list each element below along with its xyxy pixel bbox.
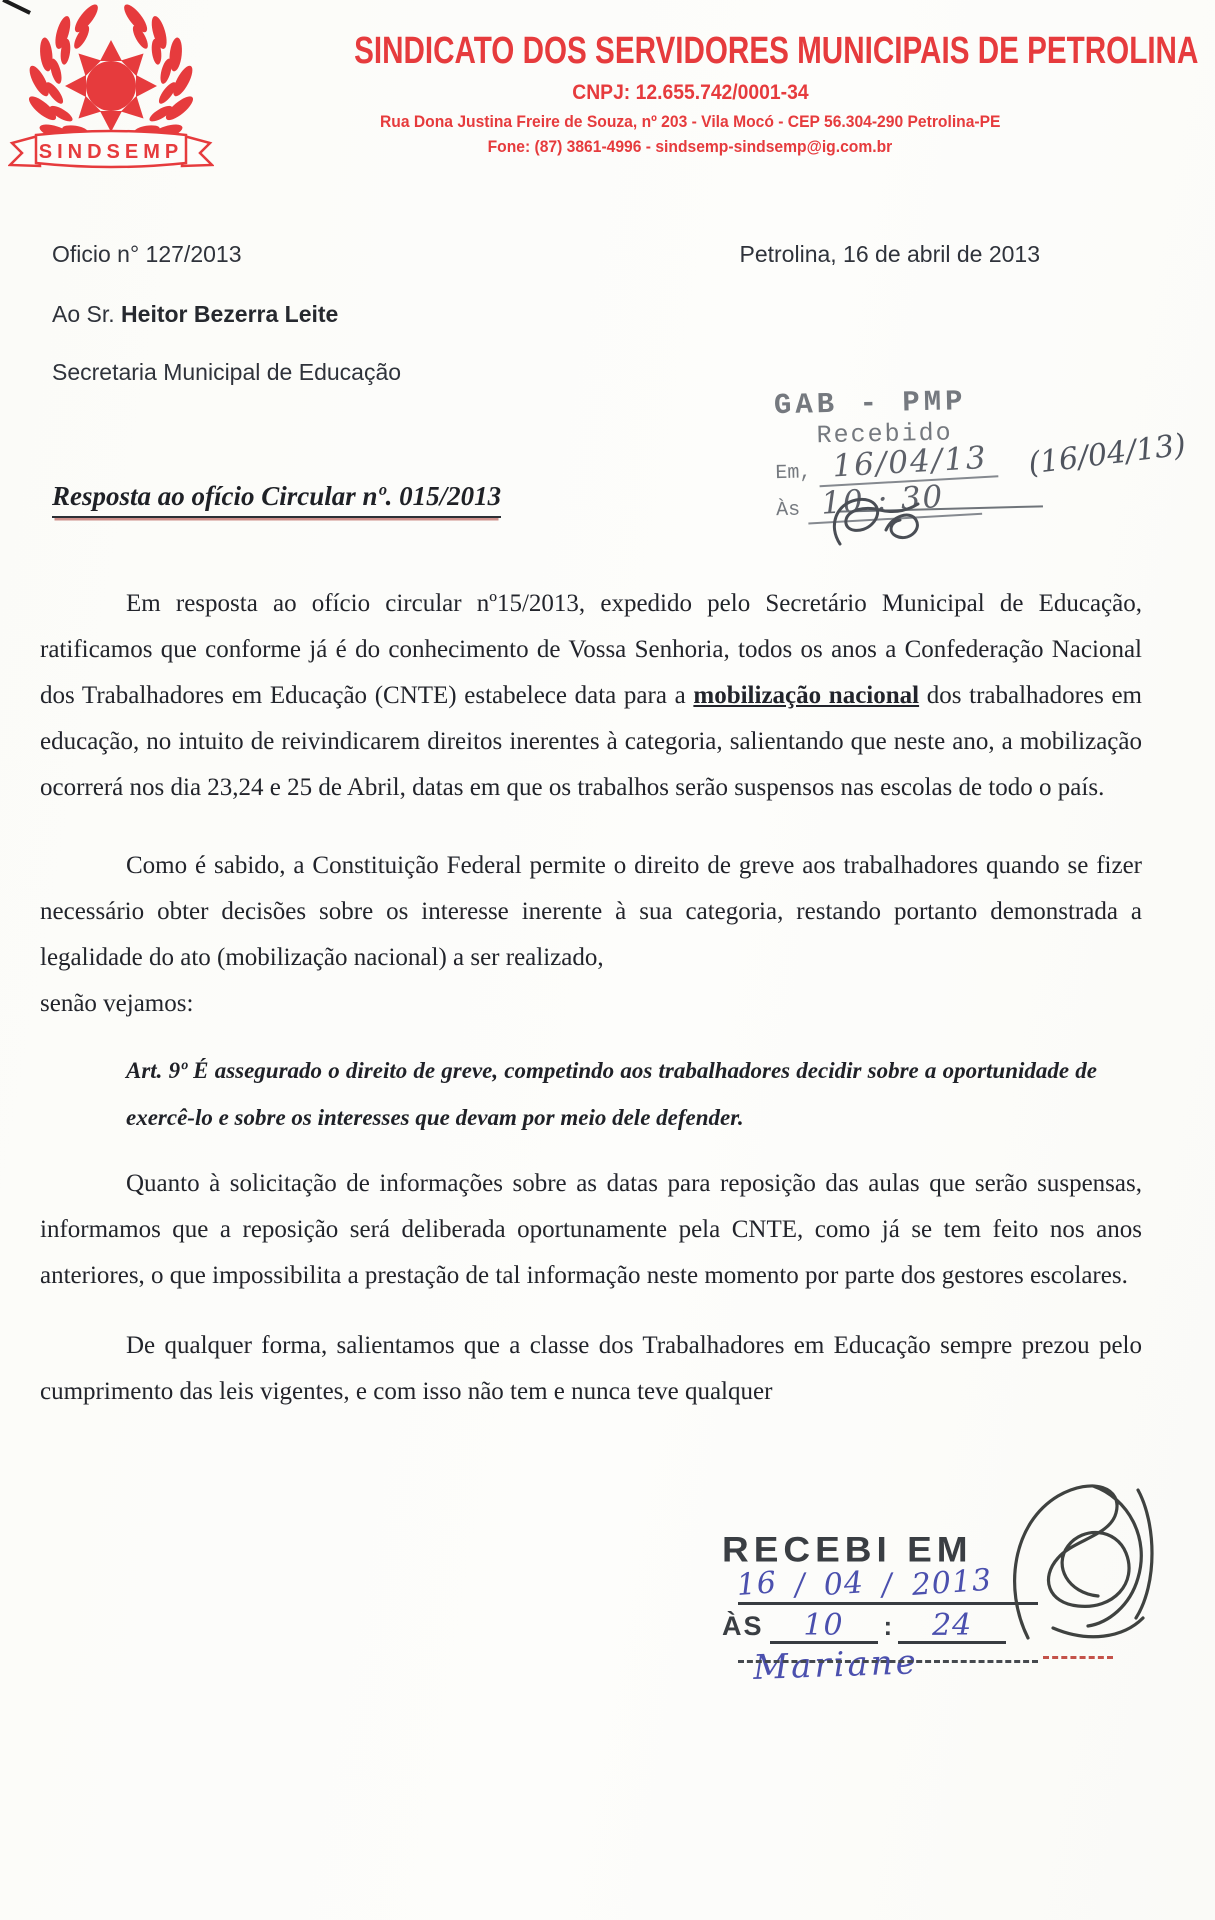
city-date: Petrolina, 16 de abril de 2013 <box>739 241 1040 267</box>
paragraph-3: Quanto à solicitação de informações sobre as datas para reposição das aulas que serão suspensas, informamos que a reposição será deliberada oportunamente pela CNTE, como já se tem feito nos anos anteriores, o que impossibilita a prestação de tal informação neste momento por parte dos gestores escolares. <box>40 1170 1142 1289</box>
stamp-received-line: Recebido <box>816 418 953 451</box>
recipient-line <box>52 301 338 328</box>
mobilizacao-nacional-emphasis: mobilização nacional <box>693 682 920 709</box>
date-month: 04 <box>822 1565 866 1603</box>
letterhead <box>235 30 1199 157</box>
stamp-as-label: Às <box>775 498 801 523</box>
time-hour: 10 <box>803 1608 844 1643</box>
address-line: Rua Dona Justina Freire de Souza, nº 203 - Vila Mocó - CEP 56.304-290 Petrolina-PE <box>379 112 1001 131</box>
stamp-signature-name: Mariane <box>752 1642 920 1688</box>
paragraph-4: De qualquer forma, salientamos que a classe dos Trabalhadores em Educação sempre prezou pelo cumprimento das leis vigentes, e com isso não tem e nunca teve qualquer <box>40 1332 1142 1405</box>
recebi-em-label: RECEBI EM <box>722 1530 973 1569</box>
recipient-org: Secretaria Municipal de Educação <box>52 359 402 385</box>
stamp-date-line <box>735 1562 1038 1605</box>
date-year: 2013 <box>910 1562 993 1603</box>
stamp-signature-scribble-icon <box>822 482 982 572</box>
subject-line: Resposta ao ofício Circular nº. 015/2013 <box>52 481 501 518</box>
stamp-em-label: Em, <box>775 461 812 486</box>
logo-banner-text: SINDSEMP <box>38 141 184 163</box>
stamp-office-line: GAB - PMP <box>773 385 967 423</box>
recipient-name: Heitor Bezerra Leite <box>121 301 339 327</box>
recipient-prefix: Ao Sr. <box>52 301 122 327</box>
time-colon: : <box>883 1611 893 1641</box>
paragraph-2: Como é sabido, a Constituição Federal permite o direito de greve aos trabalhadores quando se fizer necessário obter decisões sobre os interesse inerente à sua categoria, restando portanto demonstrada a legalidade do ato (mobilização nacional) a ser realizado, senão vejamos: <box>40 843 1142 1027</box>
stamp-date-value: 16/04/13 <box>818 442 999 487</box>
legal-quote: Art. 9º É assegurado o direito de greve, competindo aos trabalhadores decidir sobre a oportunidade de exercê-lo e sobre os interesses que devam por meio dele defender. <box>126 1058 1097 1130</box>
org-name: SINDICATO DOS SERVIDORES MUNICIPAIS DE PETROLINA <box>354 30 1199 72</box>
paragraph-1: Em resposta ao ofício circular nº15/2013, expedido pelo Secretário Municipal de Educação, ratificamos que conforme já é do conhecimento de Vossa Senhoria, todos os anos a Confederação Nacional dos Trabalhadores em Educação (CNTE) estabelece data para a mobilização nacional dos trabalhadores em educação, no intuito de reivindicarem direitos inerentes à categoria, salientando que neste ano, a mobilização ocorrerá nos dia 23,24 e 25 de Abril, datas em que os trabalhos serão suspensos nas escolas de todo o país. <box>40 590 1142 801</box>
phone-line: Fone: (87) 3861-4996 - sindsemp-sindsemp@ig.com.br <box>487 137 893 156</box>
stamp-red-dashed-line <box>1043 1656 1113 1659</box>
stamp-date-note: (16/04/13) <box>1026 427 1188 482</box>
time-minutes: 24 <box>932 1608 973 1643</box>
stamp-dashed-line <box>738 1660 1038 1663</box>
letter-body <box>40 581 1142 1447</box>
date-separator: / <box>793 1567 808 1603</box>
stamp-time-value: 10 : 30 <box>807 480 983 525</box>
banner-ribbon <box>10 131 212 167</box>
cnpj-line: CNPJ: 12.655.742/0001-34 <box>571 81 809 104</box>
paragraph-2-tail: senão vejamos: <box>40 990 194 1017</box>
pen-scribble-icon <box>998 1478 1173 1653</box>
oficio-number: Oficio n° 127/2013 <box>52 241 242 267</box>
date-day: 16 <box>735 1565 779 1603</box>
meta-row <box>52 241 1040 268</box>
sindsemp-logo <box>8 2 214 174</box>
as-label: ÀS <box>722 1611 764 1641</box>
date-separator: / <box>881 1567 895 1603</box>
sun-icon <box>65 40 157 132</box>
